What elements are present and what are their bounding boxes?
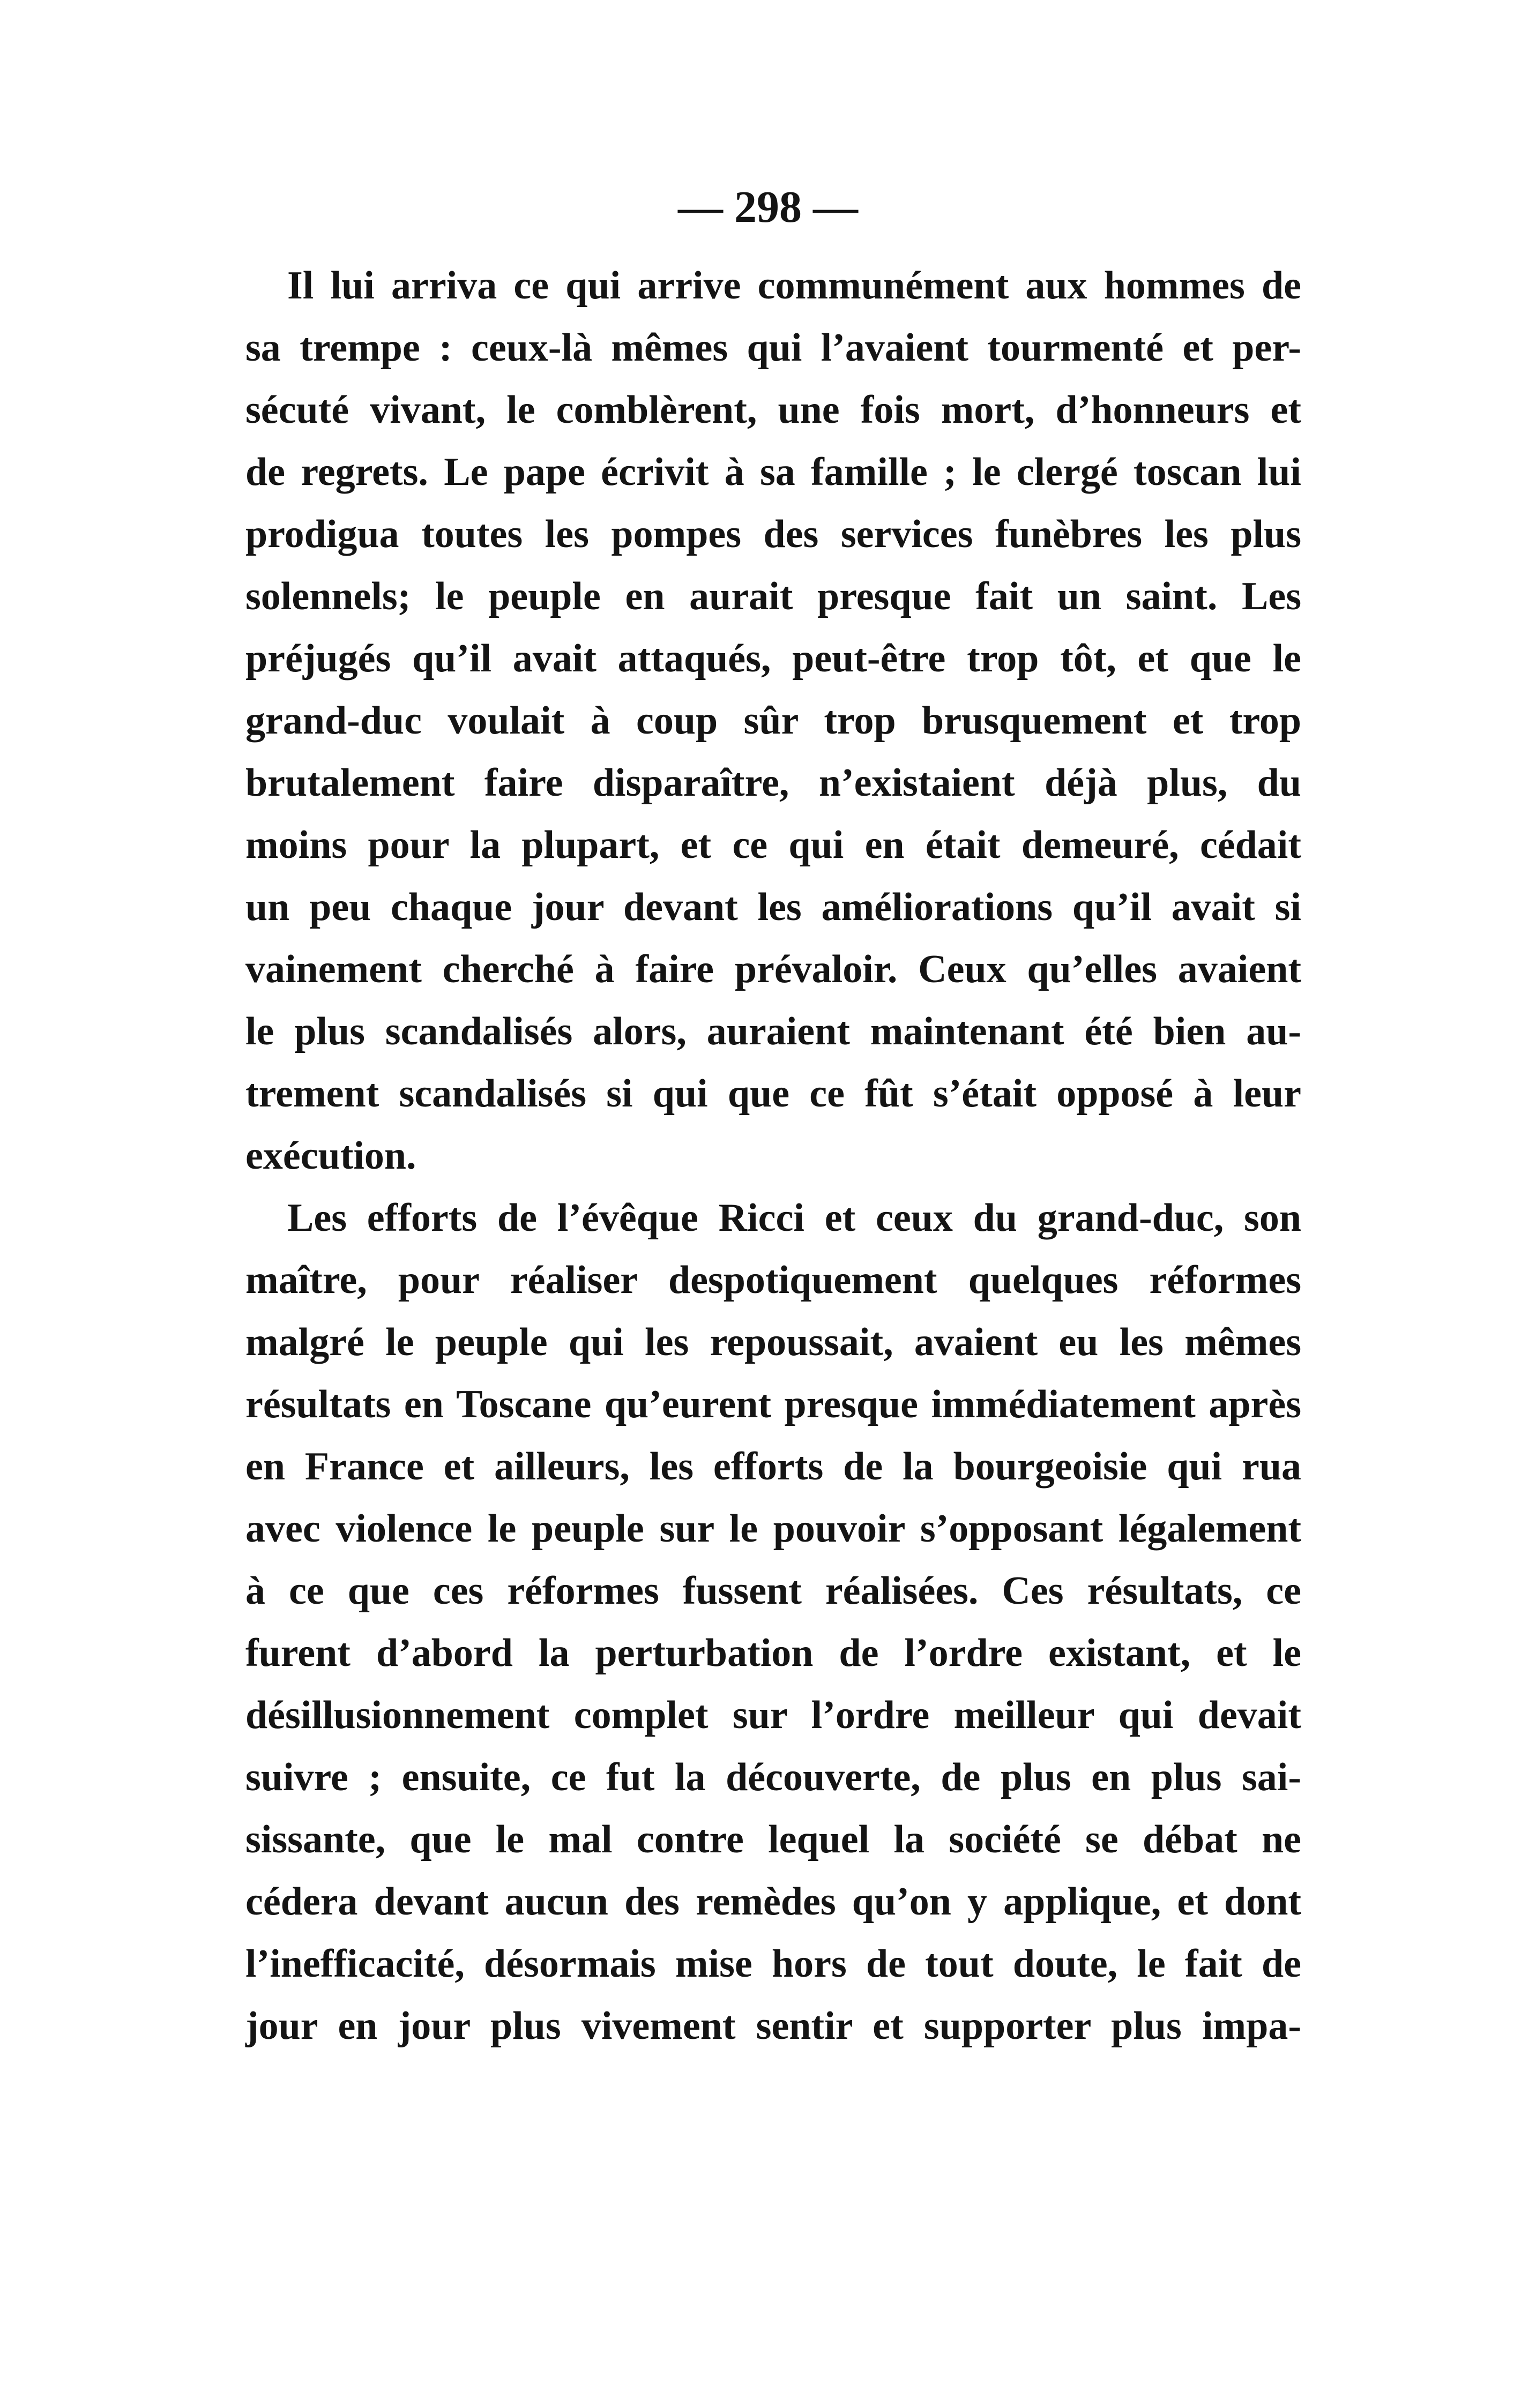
text-line: moins pour la plupart, et ce qui en était demeuré, cédait (245, 823, 1301, 867)
text-line: à ce que ces réformes fussent réalisées. Ces résultats, ce (245, 1569, 1301, 1613)
text-line: malgré le peuple qui les repoussait, avaient eu les mêmes (245, 1320, 1301, 1364)
text-line: Les efforts de l’évêque Ricci et ceux du grand-duc, son (287, 1196, 1301, 1240)
text-line: prodigua toutes les pompes des services funèbres les plus (245, 512, 1301, 556)
text-line: un peu chaque jour devant les améliorations qu’il avait si (245, 885, 1301, 929)
text-line: l’inefficacité, désormais mise hors de tout doute, le fait de (245, 1942, 1301, 1986)
text-line: solennels; le peuple en aurait presque fait un saint. Les (245, 574, 1301, 618)
text-line: vainement cherché à faire prévaloir. Ceux qu’elles avaient (245, 947, 1301, 991)
page-number: — 298 — (678, 182, 858, 232)
text-line: maître, pour réaliser despotiquement quelques réformes (245, 1258, 1301, 1302)
text-line: cédera devant aucun des remèdes qu’on y applique, et dont (245, 1880, 1301, 1924)
text-line: Il lui arriva ce qui arrive communément aux hommes de (287, 264, 1301, 308)
text-line: brutalement faire disparaître, n’existaient déjà plus, du (245, 761, 1301, 805)
text-line: de regrets. Le pape écrivit à sa famille ; le clergé toscan lui (245, 450, 1301, 494)
text-line: grand-duc voulait à coup sûr trop brusquement et trop (245, 699, 1301, 743)
text-line: sissante, que le mal contre lequel la société se débat ne (245, 1818, 1301, 1861)
text-line: le plus scandalisés alors, auraient maintenant été bien au- (245, 1009, 1301, 1053)
text-line: sécuté vivant, le comblèrent, une fois mort, d’honneurs et (245, 388, 1301, 432)
text-line: suivre ; ensuite, ce fut la découverte, de plus en plus sai- (245, 1755, 1301, 1799)
text-line: désillusionnement complet sur l’ordre meilleur qui devait (245, 1693, 1301, 1737)
text-line: sa trempe : ceux-là mêmes qui l’avaient tourmenté et per- (245, 326, 1301, 370)
text-line: avec violence le peuple sur le pouvoir s’opposant légalement (245, 1507, 1301, 1551)
text-line: résultats en Toscane qu’eurent presque immédiatement après (245, 1382, 1301, 1426)
text-line: en France et ailleurs, les efforts de la bourgeoisie qui rua (245, 1445, 1301, 1489)
text-line: trement scandalisés si qui que ce fût s’était opposé à leur (245, 1072, 1301, 1116)
text-line: furent d’abord la perturbation de l’ordre existant, et le (245, 1631, 1301, 1675)
text-line: préjugés qu’il avait attaqués, peut-être trop tôt, et que le (245, 637, 1301, 680)
text-line: exécution. (245, 1134, 416, 1178)
text-line: jour en jour plus vivement sentir et supporter plus impa- (245, 2004, 1301, 2048)
